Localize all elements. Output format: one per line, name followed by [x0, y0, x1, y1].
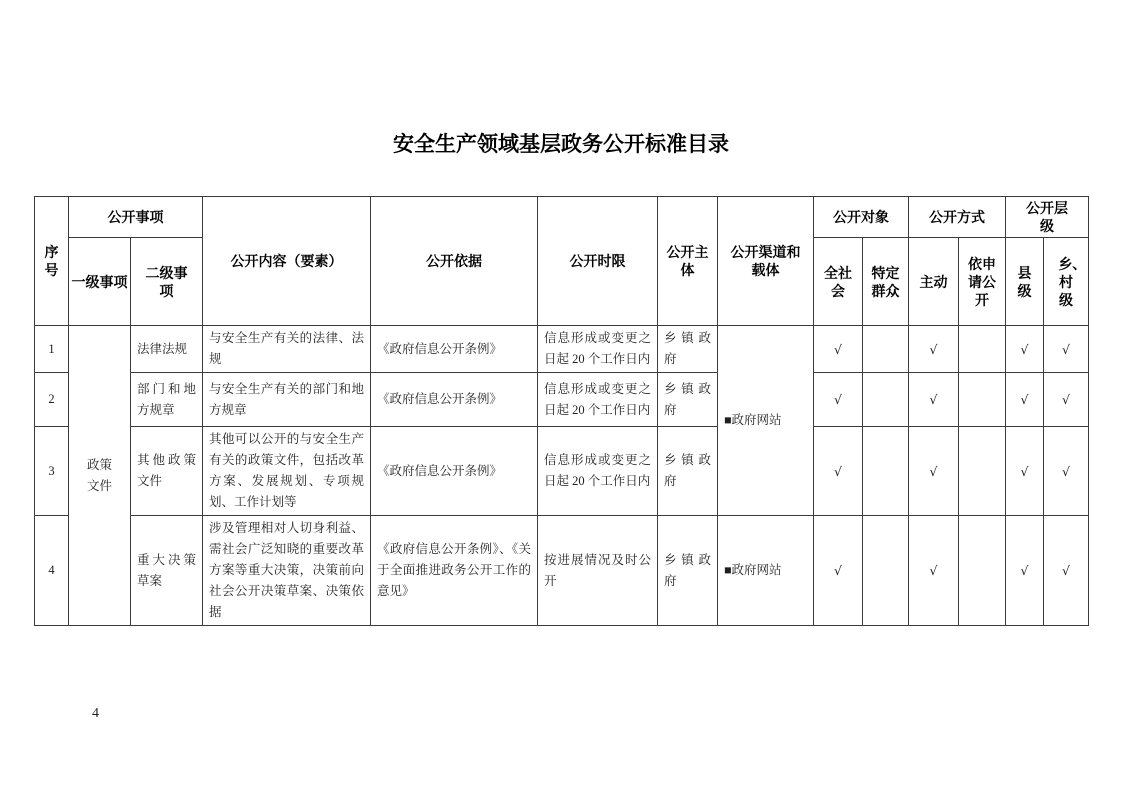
col-header-county-level-label: 县级: [1017, 264, 1032, 299]
col-header-basis: 公开依据: [371, 197, 538, 326]
cell-check-proactive: √: [909, 373, 959, 427]
cell-check-county: √: [1006, 326, 1044, 373]
cell-time-limit: 按进展情况及时公开: [538, 516, 658, 626]
col-header-level2-item-label: 二级事项: [145, 264, 188, 299]
cell-check-all-society: √: [814, 516, 863, 626]
cell-level2-item: 法律法规: [131, 326, 203, 373]
col-header-level: [1006, 197, 1089, 238]
cell-level1-item-label: 政策文件: [86, 457, 112, 493]
cell-check-township-village: √: [1044, 516, 1089, 626]
cell-check-on-request: [959, 427, 1006, 516]
cell-basis: 《政府信息公开条例》: [371, 326, 538, 373]
col-header-level1-item: 一级事项: [69, 238, 131, 326]
cell-check-specific-group: [863, 516, 909, 626]
cell-basis: 《政府信息公开条例》、《关于全面推进政务公开工作的意见》: [371, 516, 538, 626]
cell-serial: 3: [35, 427, 69, 516]
table-row: [35, 427, 1089, 516]
col-header-on-request: [959, 238, 1006, 326]
cell-check-county: √: [1006, 373, 1044, 427]
col-header-serial-label: 序号: [44, 244, 59, 278]
cell-subject: 乡镇政府: [658, 516, 718, 626]
cell-check-specific-group: [863, 326, 909, 373]
col-header-all-society-label: 全社会: [823, 264, 852, 299]
col-header-on-request-label: 依申请公开: [967, 255, 996, 308]
col-header-all-society: [814, 238, 863, 326]
table-row: [35, 373, 1089, 427]
cell-level1-item: [69, 326, 131, 626]
page-title: 安全生产领域基层政务公开标准目录: [393, 133, 729, 156]
col-header-subject: 公开主体: [658, 197, 718, 326]
cell-time-limit: 信息形成或变更之日起 20 个工作日内: [538, 373, 658, 427]
col-header-township-village-level: [1044, 238, 1089, 326]
cell-check-all-society: √: [814, 373, 863, 427]
cell-time-limit: 信息形成或变更之日起 20 个工作日内: [538, 427, 658, 516]
cell-check-on-request: [959, 326, 1006, 373]
cell-check-all-society: √: [814, 326, 863, 373]
cell-time-limit: 信息形成或变更之日起 20 个工作日内: [538, 326, 658, 373]
cell-serial: 2: [35, 373, 69, 427]
col-header-level-label: 公开层级: [1026, 200, 1068, 234]
cell-subject: 乡镇政府: [658, 373, 718, 427]
col-header-channel-label: 公开渠道和载体: [730, 244, 801, 278]
cell-content: 与安全生产有关的部门和地方规章: [203, 373, 371, 427]
cell-channel-merged: ■政府网站: [718, 326, 814, 516]
table-row: [35, 326, 1089, 373]
col-header-specific-group: [863, 238, 909, 326]
cell-content: 涉及管理相对人切身利益、需社会广泛知晓的重要改革方案等重大决策，决策前向社会公开决策草案、决策依据: [203, 516, 371, 626]
cell-check-township-village: √: [1044, 326, 1089, 373]
cell-content: 其他可以公开的与安全生产有关的政策文件，包括改革方案、发展规划、专项规划、工作计划等: [203, 427, 371, 516]
cell-check-township-village: √: [1044, 373, 1089, 427]
cell-check-proactive: √: [909, 427, 959, 516]
page-number: 4: [92, 706, 99, 721]
cell-check-proactive: √: [909, 326, 959, 373]
col-header-level2-item: [131, 238, 203, 326]
col-header-disclosure-items: 公开事项: [69, 197, 203, 238]
cell-check-specific-group: [863, 427, 909, 516]
cell-check-all-society: √: [814, 427, 863, 516]
cell-check-county: √: [1006, 427, 1044, 516]
col-header-method: 公开方式: [909, 197, 1006, 238]
cell-check-on-request: [959, 373, 1006, 427]
col-header-proactive: 主动: [909, 238, 959, 326]
cell-serial: 1: [35, 326, 69, 373]
cell-serial: 4: [35, 516, 69, 626]
col-header-audience: 公开对象: [814, 197, 909, 238]
col-header-township-village-label: 乡、村级: [1058, 255, 1087, 308]
cell-channel: ■政府网站: [718, 516, 814, 626]
cell-subject: 乡镇政府: [658, 326, 718, 373]
col-header-channel: [718, 197, 814, 326]
cell-level2-item: 部门和地方规章: [131, 373, 203, 427]
disclosure-standards-table: [34, 196, 1089, 626]
col-header-serial: [35, 197, 69, 326]
cell-check-specific-group: [863, 373, 909, 427]
table-row: [35, 516, 1089, 626]
col-header-time-limit: 公开时限: [538, 197, 658, 326]
cell-level2-item: 重大决策草案: [131, 516, 203, 626]
cell-content: 与安全生产有关的法律、法规: [203, 326, 371, 373]
col-header-content: 公开内容（要素）: [203, 197, 371, 326]
cell-basis: 《政府信息公开条例》: [371, 373, 538, 427]
cell-check-township-village: √: [1044, 427, 1089, 516]
col-header-county-level: [1006, 238, 1044, 326]
cell-level2-item: 其他政策文件: [131, 427, 203, 516]
cell-basis: 《政府信息公开条例》: [371, 427, 538, 516]
col-header-specific-group-label: 特定群众: [871, 264, 900, 299]
cell-check-on-request: [959, 516, 1006, 626]
cell-check-proactive: √: [909, 516, 959, 626]
cell-subject: 乡镇政府: [658, 427, 718, 516]
cell-check-county: √: [1006, 516, 1044, 626]
